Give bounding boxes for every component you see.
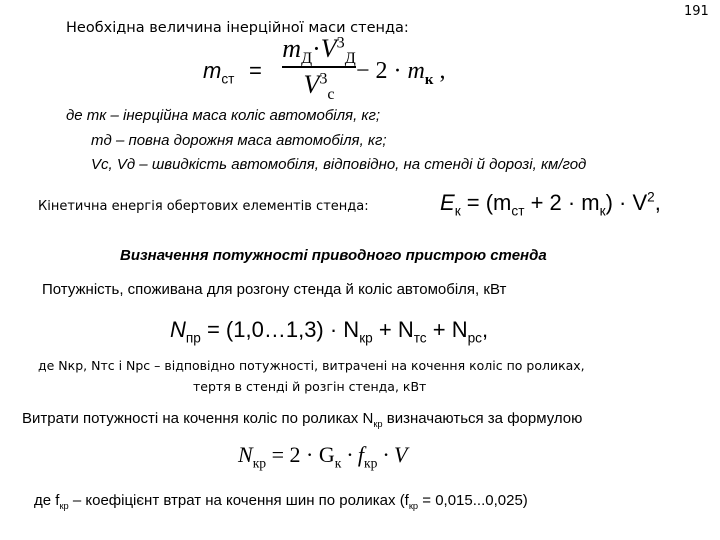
where-power-line1: де Nкр, Nтс і Nрс – відповідно потужності, витрачені на кочення коліс по роликах, (38, 358, 585, 373)
lhs-symbol: m (203, 58, 222, 83)
where-power-line2: тертя в стенді й розгін стенда, кВт (193, 379, 427, 394)
kinetic-energy-label: Кінетична енергія обертових елементів стенда: (38, 199, 369, 214)
coefficient-line: де $f_{кр}$ – коефіцієнт втрат на кочення шин по роликах $(f_{кр} = 0,015...0,025)$ (34, 492, 528, 511)
heading-inertial-mass: Необхідна величина інерційної маси стенда: (66, 20, 409, 36)
section-title: Визначення потужності приводного пристрою стенда (120, 247, 547, 264)
where-v: Vс, Vд – швидкість автомобіля, відповідно, на стенді й дорозі, км/год (91, 156, 587, 173)
page-number: 191 (684, 4, 709, 19)
formula-power: $N_{пр}$ = (1,0…1,3) · $N_{кр} + N_{тс} + N_{рс}$, (170, 317, 489, 346)
where-mk: де mк – інерційна маса коліс автомобіля, кг; (66, 107, 381, 124)
power-label: Потужність, споживана для розгону стенда й коліс автомобіля, кВт (42, 281, 507, 298)
formula-tail: − $2 \cdot m_к$ , (356, 58, 446, 88)
mass-fraction (282, 34, 356, 103)
rolling-loss-label: Витрати потужності на кочення коліс по роликах $N_{кр}$ визначаються за формулою (22, 410, 583, 429)
where-md: mд – повна дорожня маса автомобіля, кг; (91, 132, 387, 149)
equals-sign: = (249, 58, 262, 83)
formula-rolling-loss: $N_{кр} = 2 \cdot G_к \cdot f_{кр} \cdot V$ (238, 442, 408, 471)
lhs-subscript: ст (221, 71, 235, 87)
fraction-numerator: $m_Д\cdot V^3_Д$ (282, 34, 356, 68)
formula-kinetic-energy: $E_к = (m_{ст} + 2 \cdot m_к) \cdot V^2$, (440, 189, 661, 219)
fraction-denominator: $V^3_с$ (303, 69, 335, 103)
